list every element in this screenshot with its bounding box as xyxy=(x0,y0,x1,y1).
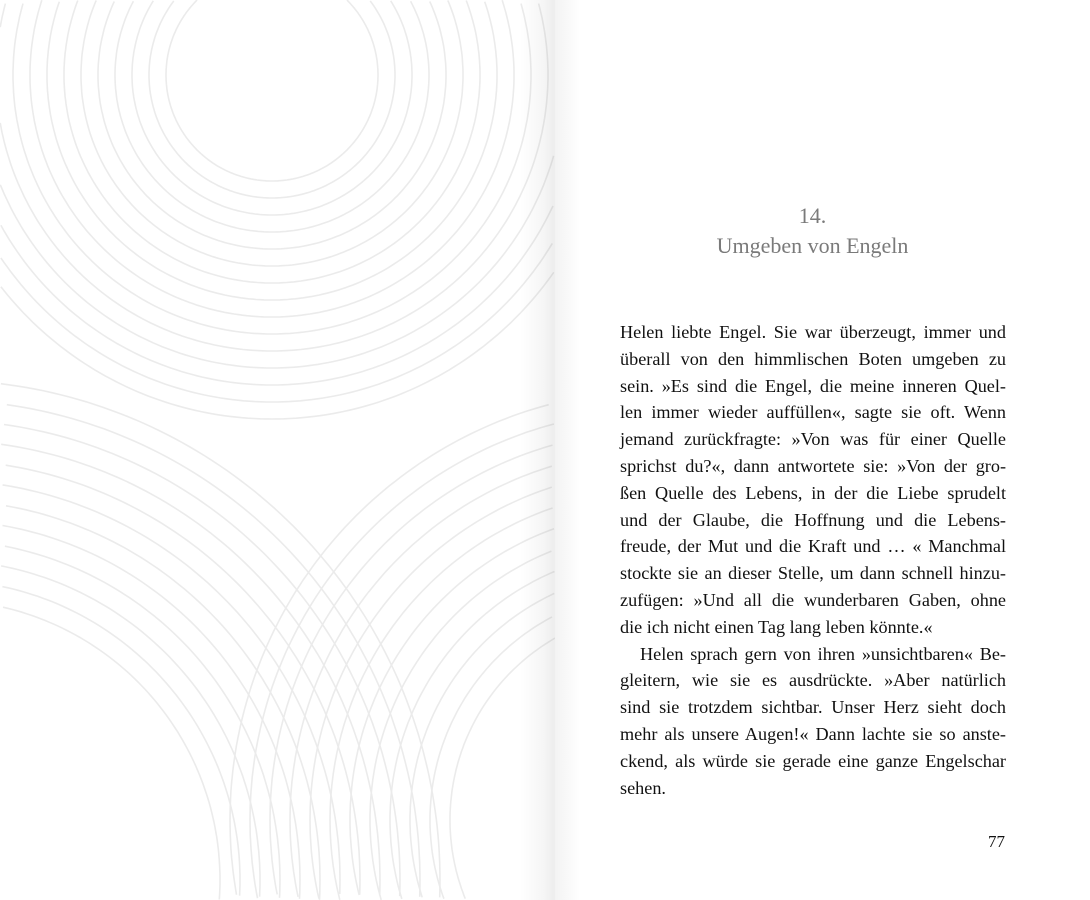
chapter-number: 14. xyxy=(798,203,827,228)
decorative-circle xyxy=(98,2,446,250)
decorative-circle xyxy=(13,4,531,334)
decorative-circle xyxy=(2,587,240,896)
decorative-circle xyxy=(6,506,320,900)
decorative-circle xyxy=(64,1,480,284)
chapter-title: Umgeben von Engeln xyxy=(716,233,909,258)
decorative-circle xyxy=(6,465,360,895)
text-line: Helen sprach gern von ihren »unsichtbaren« Be- xyxy=(640,643,1006,664)
decorative-circle xyxy=(166,0,378,181)
text-line: ßen Quelle des Lebens, in der die Liebe sprudelt xyxy=(620,482,1006,503)
decorative-circle xyxy=(3,607,220,899)
text-line: len immer wieder auffüllen«, sagte sie oft. Wenn xyxy=(620,402,1006,423)
page-number: 77 xyxy=(988,832,1005,851)
decorative-circle xyxy=(1,206,553,385)
decorative-circle xyxy=(1,566,260,897)
decorative-circle xyxy=(47,2,497,300)
text-line: sprichst du?«, dann antwortete sie: »Von der gro- xyxy=(620,456,1006,476)
text-line: sein. »Es sind die Engel, die meine inneren Quel- xyxy=(620,375,1006,396)
decorative-circle xyxy=(1,444,380,895)
text-line: jemand zurückfragte: »Von was für einer Quelle xyxy=(620,429,1006,450)
text-line: stockte sie an dieser Stelle, um dann schnell hinzu- xyxy=(620,563,1006,584)
decorative-circle xyxy=(81,0,463,266)
text-line: sehen. xyxy=(620,777,666,798)
text-line: zufügen: »Und all die wunderbaren Gaben, ohne xyxy=(620,590,1006,610)
decorative-circle xyxy=(3,526,301,899)
text-line: sind sie trotzdem sichtbar. Unser Herz sieht doch xyxy=(620,697,1006,718)
text-line: und der Glaube, die Hoffnung und die Lebens- xyxy=(620,509,1006,530)
decorative-circle xyxy=(290,466,552,897)
decorative-circle xyxy=(149,1,395,198)
decorative-circle xyxy=(1,272,554,419)
text-line: ckend, als würde sie gerade eine ganze Engelschar xyxy=(620,750,1006,771)
decorative-circle xyxy=(30,0,514,317)
text-line: gleitern, wie sie es ausdrückte. »Aber natürlich xyxy=(620,670,1006,691)
text-line: die ich nicht einen Tag lang leben könnte.« xyxy=(620,616,933,637)
text-line: überall von den himmlischen Boten umgeben zu xyxy=(620,348,1006,369)
text-line: mehr als unsere Augen!« Dann lachte sie so anste- xyxy=(620,724,1006,744)
decorative-circle xyxy=(0,156,553,368)
right-page xyxy=(555,0,1090,900)
text-line: freude, der Mut und die Kraft und … « Manchmal xyxy=(620,536,1006,557)
book-gutter-shadow xyxy=(520,0,560,900)
decorative-circle xyxy=(4,425,400,897)
text-line: Helen liebte Engel. Sie war überzeugt, immer und xyxy=(620,322,1006,342)
decorative-circle xyxy=(1,384,440,898)
